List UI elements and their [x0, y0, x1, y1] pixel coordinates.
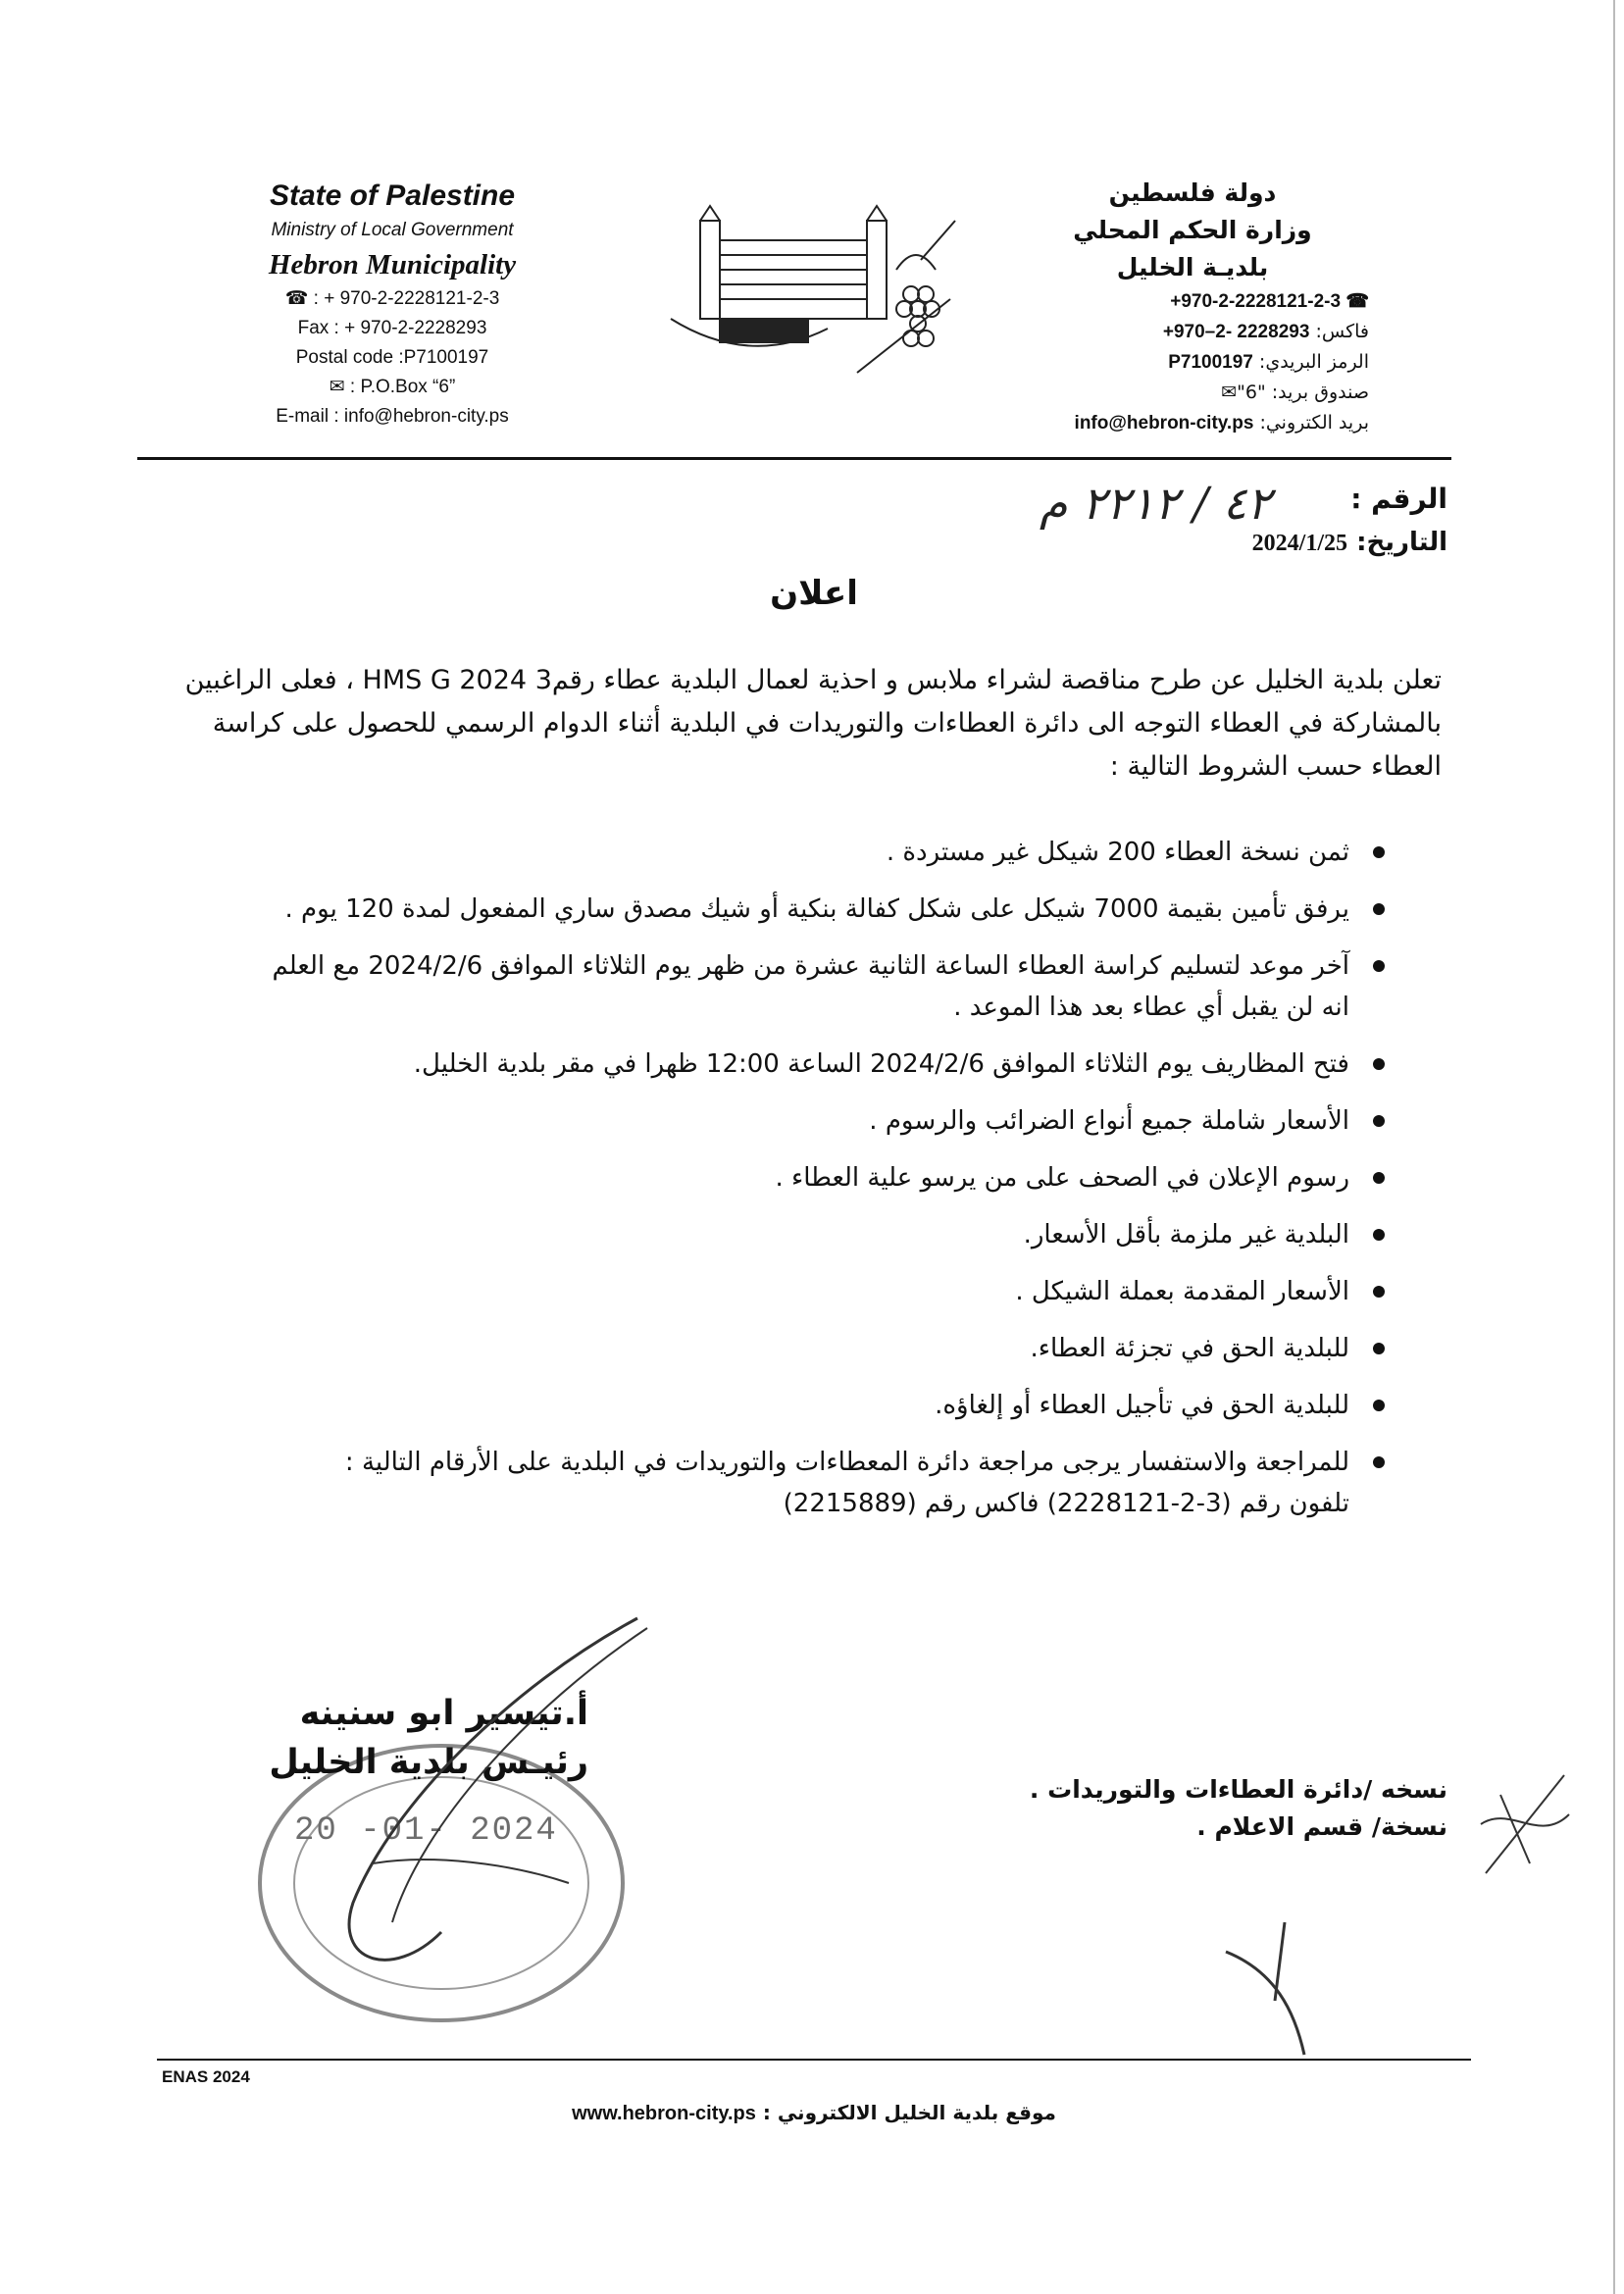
signatory-name: أ.تيسير ابو سنينه [299, 1694, 588, 1733]
date-label: التاريخ: [1356, 528, 1447, 557]
hebron-mosque-grapes-logo [661, 201, 965, 378]
bullet-icon [1373, 1058, 1385, 1070]
bullet-icon [1373, 1456, 1385, 1468]
handwritten-signature [314, 1608, 686, 2001]
postal-ar: الرمز البريدي: P7100197 [1168, 351, 1369, 373]
bullet-icon [1373, 846, 1385, 858]
bullet-icon [1373, 1172, 1385, 1184]
condition-item: البلدية غير ملزمة بأقل الأسعار. [255, 1214, 1393, 1255]
signatory-title: رئيـس بلدية الخليل [269, 1743, 588, 1782]
bullet-icon [1373, 960, 1385, 972]
phone-ar: +970-2-2228121-2-3 ☎ [1170, 291, 1369, 312]
bullet-icon [1373, 1400, 1385, 1411]
reference-label: الرقم : [1350, 483, 1447, 515]
condition-item: يرفق تأمين بقيمة 7000 شيكل على شكل كفالة بنكية أو شيك مصدق ساري المفعول لمدة 120 يوم . [255, 889, 1393, 930]
bullet-icon [1373, 1286, 1385, 1298]
condition-item: للمراجعة والاستفسار يرجى مراجعة دائرة المعطاءات والتوريدات في البلدية على الأرقام التالية : تلفون رقم (3-2-2228121) فاكس رقم (2215889) [255, 1442, 1393, 1524]
condition-item: آخر موعد لتسليم كراسة العطاء الساعة الثانية عشرة من ظهر يوم الثلاثاء الموافق 2024/2/6 مع العلم انه لن يقبل أي عطاء بعد هذا الموعد . [255, 945, 1393, 1028]
condition-item: ثمن نسخة العطاء 200 شيكل غير مستردة . [255, 832, 1393, 873]
state-name-en: State of Palestine [269, 179, 516, 212]
fax-en: Fax : + 970-2-2228293 [297, 318, 487, 338]
initials-signature [1471, 1765, 1579, 1883]
ministry-name-en: Ministry of Local Government [271, 220, 514, 240]
footer-code: ENAS 2024 [162, 2067, 250, 2086]
condition-item: رسوم الإعلان في الصحف على من يرسو علية العطاء . [255, 1157, 1393, 1198]
header-arabic [1016, 175, 1369, 438]
postal-en: Postal code :P7100197 [295, 347, 489, 368]
header-divider [137, 457, 1451, 460]
condition-item: فتح المظاريف يوم الثلاثاء الموافق 2024/2/6 الساعة 12:00 ظهرا في مقر بلدية الخليل. [255, 1044, 1393, 1085]
checkmark-signature [1216, 1912, 1334, 2060]
state-name-ar: دولة فلسطين [1108, 178, 1277, 207]
email-ar: بريد الكتروني: info@hebron-city.ps [1074, 412, 1369, 433]
pobox-ar: صندوق بريد: "6"✉ [1221, 382, 1369, 403]
condition-item: الأسعار المقدمة بعملة الشيكل . [255, 1271, 1393, 1312]
condition-item: للبلدية الحق في تجزئة العطاء. [255, 1328, 1393, 1369]
bullet-icon [1373, 1229, 1385, 1241]
reference-number-handwritten: ٤٢ / ٢٢١٢ م [1040, 477, 1272, 530]
ministry-name-ar: وزارة الحكم المحلي [1073, 216, 1312, 244]
email-en: E-mail : info@hebron-city.ps [276, 406, 509, 427]
footer-website [559, 2101, 1069, 2125]
bullet-icon [1373, 903, 1385, 915]
footer-site-label: موقع بلدية الخليل الالكتروني : [762, 2101, 1056, 2124]
page-edge-line [1613, 0, 1615, 2294]
bullet-icon [1373, 1343, 1385, 1354]
date-value: 2024/1/25 [1251, 531, 1348, 556]
contact-line: تلفون رقم (3-2-2228121) فاكس رقم (2215889) [783, 1489, 1349, 1518]
municipality-name-en: Hebron Municipality [268, 249, 517, 280]
phone-en: ☎ : + 970-2-2228121-2-3 [284, 288, 500, 309]
pobox-en: ✉ : P.O.Box “6” [329, 377, 456, 397]
copy-to-tenders-dept: نسخه /دائرة العطاءات والتوريدات . [1029, 1775, 1447, 1804]
footer-divider [157, 2059, 1471, 2061]
date-line [1252, 528, 1447, 557]
conditions-list [255, 832, 1393, 1540]
stamp-date: 20 -01- 2024 [294, 1812, 558, 1850]
copy-to-media-section: نسخة/ قسم الاعلام . [1196, 1812, 1447, 1841]
bullet-icon [1373, 1115, 1385, 1127]
fax-ar: فاكس: +970–2- 2228293 [1162, 321, 1369, 342]
condition-item: الأسعار شاملة جميع أنواع الضرائب والرسوم . [255, 1100, 1393, 1142]
municipality-name-ar: بلديـة الخليل [1116, 253, 1269, 281]
intro-paragraph: تعلن بلدية الخليل عن طرح مناقصة لشراء ملابس و احذية لعمال البلدية عطاء رقم3 HMS G 2024 ، فعلى الراغبين بالمشاركة في العطاء التوجه الى دائرة العطاءات والتوريدات في البلدية أثناء الدوام الرسمي للحصول على كراسة العطاء حسب الشروط التالية : [184, 665, 1442, 782]
announcement-title: اعلان [770, 574, 858, 613]
footer-site-url[interactable]: www.hebron-city.ps [572, 2103, 756, 2124]
condition-item: للبلدية الحق في تأجيل العطاء أو إلغاؤه. [255, 1385, 1393, 1426]
header-english [196, 177, 588, 432]
